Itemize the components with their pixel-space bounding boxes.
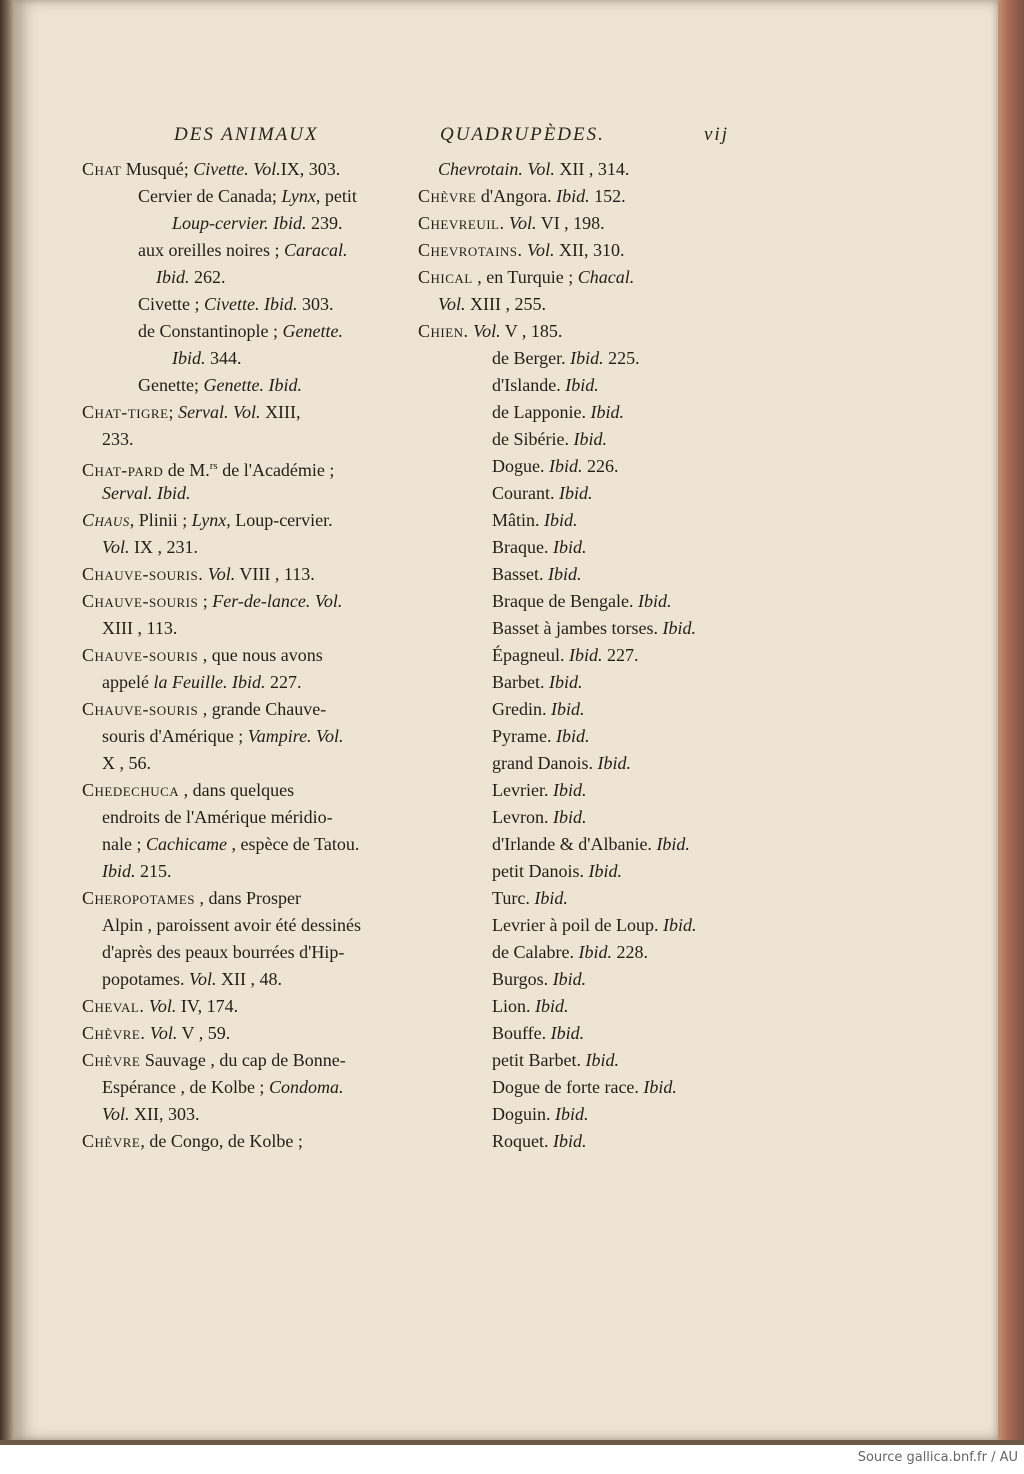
entry-text: , Plinii ;	[129, 510, 192, 530]
entry-line	[82, 318, 404, 345]
entry-text: , Loup-cervier.	[226, 510, 333, 530]
entry-line	[418, 291, 736, 318]
entry-text: XIII,	[260, 402, 301, 422]
entry-line	[418, 912, 736, 939]
entry-line	[418, 453, 736, 480]
entry-line	[418, 1074, 736, 1101]
entry-head: Chèvre	[82, 1131, 141, 1151]
entry-line	[82, 507, 404, 534]
entry-italic: Vol.	[144, 996, 177, 1016]
entry-text: Pyrame.	[492, 726, 556, 746]
entry-text: Lion.	[492, 996, 535, 1016]
entry-line	[82, 804, 404, 831]
entry-line	[82, 858, 404, 885]
entry-italic: Ibid.	[559, 483, 593, 503]
entry-italic: Civette. Ibid.	[204, 294, 298, 314]
entry-line	[82, 453, 404, 480]
entry-italic: Ibid.	[556, 186, 590, 206]
entry-text: Musqué;	[121, 159, 194, 179]
entry-line	[418, 237, 736, 264]
entry-text: V , 59.	[177, 1023, 231, 1043]
entry-text: d'Angora.	[476, 186, 557, 206]
entry-line	[418, 669, 736, 696]
entry-head: Chevreuil.	[418, 213, 505, 233]
entry-text: 262.	[189, 267, 226, 287]
entry-text: de Berger.	[492, 348, 571, 368]
entry-line	[82, 183, 404, 210]
entry-line	[418, 777, 736, 804]
entry-line	[82, 750, 404, 777]
entry-italic: Ibid.	[568, 645, 603, 665]
entry-italic: Vol.	[468, 321, 501, 341]
entry-line	[82, 642, 404, 669]
entry-italic: Vol.	[189, 969, 217, 989]
entry-line	[418, 858, 736, 885]
entry-italic: Vol.	[504, 213, 537, 233]
entry-text: ;	[168, 402, 179, 422]
entry-line	[82, 1074, 404, 1101]
entry-head: Chèvre	[82, 1050, 141, 1070]
entry-text: Dogue.	[492, 456, 549, 476]
entry-head: Chat-tigre	[82, 402, 169, 422]
entry-italic: Ibid.	[550, 699, 585, 719]
entry-text: 303.	[297, 294, 334, 314]
entry-text: Courant.	[492, 483, 559, 503]
entry-italic: Lynx	[281, 186, 316, 206]
entry-line	[418, 426, 736, 453]
entry-line	[418, 696, 736, 723]
entry-italic: Caracal.	[283, 240, 348, 260]
entry-text: , dans Prosper	[195, 888, 302, 908]
entry-line	[418, 156, 736, 183]
entry-italic: Ibid.	[552, 780, 587, 800]
scan-bottom-edge	[0, 1440, 1024, 1445]
entry-italic: Ibid.	[548, 564, 582, 584]
entry-line	[82, 885, 404, 912]
entry-line	[418, 750, 736, 777]
entry-text: 227.	[265, 672, 302, 692]
entry-head: Chauve-souris.	[82, 564, 204, 584]
entry-text: de Lapponie.	[492, 402, 591, 422]
entry-italic: Vol.	[438, 294, 466, 314]
entry-text: 233.	[102, 429, 134, 449]
entry-italic: Ibid.	[534, 888, 568, 908]
entry-line	[418, 1047, 736, 1074]
entry-text: Braque de Bengale.	[492, 591, 638, 611]
entry-line	[82, 237, 404, 264]
entry-text: d'après des peaux bourrées d'Hip-	[102, 942, 345, 962]
entry-italic: Ibid.	[656, 834, 690, 854]
entry-line	[418, 615, 736, 642]
entry-italic: Civette. Vol.	[193, 159, 281, 179]
entry-italic: Chacal.	[577, 267, 635, 287]
entry-line	[418, 264, 736, 291]
entry-line	[418, 183, 736, 210]
entry-italic: Serval. Ibid.	[102, 483, 191, 503]
entry-line	[82, 399, 404, 426]
entry-text: 226.	[582, 456, 619, 476]
entry-head: Chevrotains.	[418, 240, 523, 260]
entry-text: 227.	[602, 645, 639, 665]
entry-italic: Ibid.	[662, 618, 696, 638]
entry-text: Épagneul.	[492, 645, 569, 665]
entry-superscript: rs	[209, 460, 218, 472]
entry-text: Sauvage , du cap de Bonne-	[140, 1050, 346, 1070]
entry-text: endroits de l'Amérique méridio-	[102, 807, 333, 827]
entry-line	[82, 372, 404, 399]
entry-text: Gredin.	[492, 699, 551, 719]
entry-text: Cervier de Canada;	[138, 186, 282, 206]
entry-italic: Ibid.	[548, 672, 583, 692]
entry-text: Levrier à poil de Loup.	[492, 915, 663, 935]
entry-text: de Sibérie.	[492, 429, 574, 449]
entry-text: Turc.	[492, 888, 535, 908]
entry-text: , en Turquie ;	[472, 267, 578, 287]
entry-text: Levron.	[492, 807, 553, 827]
entry-line	[418, 588, 736, 615]
entry-line	[82, 696, 404, 723]
entry-text: XIII , 255.	[465, 294, 546, 314]
entry-text: V , 185.	[500, 321, 563, 341]
entry-line	[82, 615, 404, 642]
entry-head: Cheval.	[82, 996, 145, 1016]
entry-italic: Ibid.	[535, 996, 569, 1016]
entry-italic: Ibid.	[544, 510, 578, 530]
entry-italic: Vol.	[522, 240, 555, 260]
entry-head: Chical	[418, 267, 473, 287]
entry-italic: Ibid.	[550, 1023, 585, 1043]
entry-italic: Vampire. Vol.	[247, 726, 344, 746]
entry-line	[82, 480, 404, 507]
entry-italic: Ibid.	[172, 348, 206, 368]
entry-italic: la Feuille. Ibid.	[153, 672, 266, 692]
entry-text: , que nous avons	[198, 645, 323, 665]
entry-line	[82, 939, 404, 966]
entry-line	[82, 1047, 404, 1074]
entry-head: Chaus	[82, 510, 130, 530]
entry-italic: Ibid.	[588, 861, 622, 881]
entry-italic: Ibid.	[102, 861, 136, 881]
entry-italic: Ibid.	[643, 1077, 677, 1097]
entry-text: nale ;	[102, 834, 146, 854]
entry-text: 152.	[589, 186, 626, 206]
entry-italic: Ibid.	[553, 1131, 587, 1151]
entry-text: Espérance , de Kolbe ;	[102, 1077, 269, 1097]
entry-line	[418, 345, 736, 372]
entry-line	[418, 561, 736, 588]
right-column	[418, 156, 736, 1155]
entry-head: Cheropotames	[82, 888, 196, 908]
entry-head: Chat	[82, 159, 122, 179]
entry-text: Alpin , paroissent avoir été dessinés	[102, 915, 361, 935]
entry-text: VI , 198.	[536, 213, 605, 233]
entry-line	[82, 1128, 404, 1155]
entry-text: XII, 310.	[554, 240, 625, 260]
entry-italic: Ibid.	[552, 807, 587, 827]
entry-text: ;	[198, 591, 213, 611]
entry-text: XIII , 113.	[102, 618, 178, 638]
entry-line	[82, 534, 404, 561]
entry-line	[82, 831, 404, 858]
entry-line	[418, 1020, 736, 1047]
entry-text: Burgos.	[492, 969, 553, 989]
entry-text: 228.	[611, 942, 648, 962]
entry-text: Genette;	[138, 375, 204, 395]
entry-text: , espèce de Tatou.	[226, 834, 360, 854]
entry-line	[418, 993, 736, 1020]
entry-line	[82, 1101, 404, 1128]
entry-text: , de Congo, de Kolbe ;	[140, 1131, 303, 1151]
entry-text: Bouffe.	[492, 1023, 551, 1043]
entry-head: Chèvre	[418, 186, 477, 206]
entry-line	[82, 912, 404, 939]
entry-italic: Ibid.	[597, 753, 631, 773]
entry-text: Barbet.	[492, 672, 549, 692]
entry-text: , petit	[315, 186, 357, 206]
entry-text: appelé	[102, 672, 154, 692]
entry-italic: Fer-de-lance. Vol.	[212, 591, 343, 611]
entry-text: Basset à jambes torses.	[492, 618, 663, 638]
entry-text: 215.	[135, 861, 172, 881]
entry-italic: Ibid.	[156, 267, 190, 287]
entry-italic: Ibid.	[578, 942, 612, 962]
entry-text: Dogue de forte race.	[492, 1077, 644, 1097]
entry-line	[82, 1020, 404, 1047]
entry-line	[418, 480, 736, 507]
entry-line	[82, 264, 404, 291]
entry-line	[418, 210, 736, 237]
entry-line	[82, 426, 404, 453]
entry-text: de l'Académie ;	[217, 460, 335, 480]
entry-italic: Ibid.	[585, 1050, 619, 1070]
entry-italic: Condoma.	[268, 1077, 344, 1097]
entry-line	[418, 372, 736, 399]
entry-head: Chauve-souris	[82, 699, 199, 719]
entry-italic: Ibid.	[590, 402, 624, 422]
entry-italic: Ibid.	[637, 591, 672, 611]
entry-italic: Ibid.	[573, 429, 607, 449]
entry-line	[82, 588, 404, 615]
entry-text: souris d'Amérique ;	[102, 726, 248, 746]
entry-text: petit Barbet.	[492, 1050, 586, 1070]
entry-line	[82, 291, 404, 318]
entry-italic: Vol.	[102, 1104, 130, 1124]
entry-italic: Loup-cervier. Ibid.	[172, 213, 307, 233]
entry-text: 239.	[306, 213, 343, 233]
entry-italic: Ibid.	[549, 456, 583, 476]
entry-text: XII , 48.	[216, 969, 283, 989]
entry-italic: Ibid.	[552, 969, 587, 989]
entry-line	[418, 534, 736, 561]
entry-text: de Calabre.	[492, 942, 579, 962]
entry-italic: Ibid.	[552, 537, 587, 557]
running-head-left: DES ANIMAUX	[174, 124, 319, 145]
entry-line	[82, 723, 404, 750]
entry-text: d'Islande.	[492, 375, 566, 395]
entry-italic: Ibid.	[555, 726, 590, 746]
entry-italic: Genette.	[282, 321, 343, 341]
entry-text: , dans quelques	[179, 780, 295, 800]
entry-text: 344.	[205, 348, 242, 368]
entry-italic: Vol.	[203, 564, 236, 584]
entry-text: X , 56.	[102, 753, 151, 773]
entry-line	[82, 669, 404, 696]
entry-line	[82, 345, 404, 372]
entry-line	[418, 804, 736, 831]
entry-line	[418, 1128, 736, 1155]
page-edge	[998, 0, 1024, 1445]
entry-text: IV, 174.	[176, 996, 239, 1016]
entry-italic: Ibid.	[565, 375, 599, 395]
entry-line	[418, 939, 736, 966]
entry-italic: Chevrotain. Vol.	[438, 159, 555, 179]
entry-line	[82, 966, 404, 993]
entry-text: Braque.	[492, 537, 553, 557]
entry-text: d'Irlande & d'Albanie.	[492, 834, 657, 854]
entry-line	[418, 831, 736, 858]
entry-text: Basset.	[492, 564, 548, 584]
left-column	[82, 156, 404, 1155]
entry-text: VIII , 113.	[235, 564, 315, 584]
entry-head: Chedechuca	[82, 780, 180, 800]
entry-italic: Ibid.	[662, 915, 697, 935]
entry-italic: Ibid.	[570, 348, 604, 368]
entry-text: , grande Chauve-	[198, 699, 327, 719]
entry-head: Chauve-souris	[82, 591, 199, 611]
entry-line	[418, 966, 736, 993]
entry-text: Civette ;	[138, 294, 204, 314]
entry-line	[82, 210, 404, 237]
entry-text: IX , 231.	[129, 537, 199, 557]
running-head-right: QUADRUPÈDES.	[440, 124, 605, 145]
entry-italic: Vol.	[145, 1023, 178, 1043]
entry-text: IX, 303.	[280, 159, 341, 179]
book-gutter	[0, 0, 14, 1445]
entry-line	[82, 156, 404, 183]
entry-text: Mâtin.	[492, 510, 544, 530]
entry-line	[418, 642, 736, 669]
entry-line	[418, 507, 736, 534]
entry-italic: Cachicame	[145, 834, 227, 854]
entry-italic: Serval. Vol.	[178, 402, 261, 422]
entry-text: popotames.	[102, 969, 189, 989]
entry-text: Doguin.	[492, 1104, 555, 1124]
entry-line	[418, 318, 736, 345]
entry-text: XII , 314.	[554, 159, 630, 179]
entry-text: Levrier.	[492, 780, 553, 800]
entry-line	[418, 1101, 736, 1128]
entry-text: XII, 303.	[129, 1104, 200, 1124]
entry-head: Chèvre.	[82, 1023, 146, 1043]
entry-head: Chien.	[418, 321, 469, 341]
entry-text: grand Danois.	[492, 753, 598, 773]
entry-italic: Vol.	[102, 537, 130, 557]
entry-text: 225.	[603, 348, 640, 368]
entry-text: petit Danois.	[492, 861, 589, 881]
source-caption: Source gallica.bnf.fr / AU	[857, 1450, 1018, 1465]
entry-line	[418, 399, 736, 426]
entry-italic: Ibid.	[555, 1104, 589, 1124]
entry-line	[82, 993, 404, 1020]
entry-line	[418, 723, 736, 750]
entry-head: Chat-pard	[82, 460, 164, 480]
entry-italic: Genette. Ibid.	[203, 375, 302, 395]
entry-italic: Lynx	[191, 510, 227, 530]
entry-text: de M.	[163, 460, 210, 480]
entry-text: Roquet.	[492, 1131, 553, 1151]
entry-head: Chauve-souris	[82, 645, 199, 665]
entry-line	[418, 885, 736, 912]
entry-text: aux oreilles noires ;	[138, 240, 284, 260]
entry-line	[82, 777, 404, 804]
entry-line	[82, 561, 404, 588]
page-number: vij	[704, 124, 729, 145]
entry-text: de Constantinople ;	[138, 321, 283, 341]
